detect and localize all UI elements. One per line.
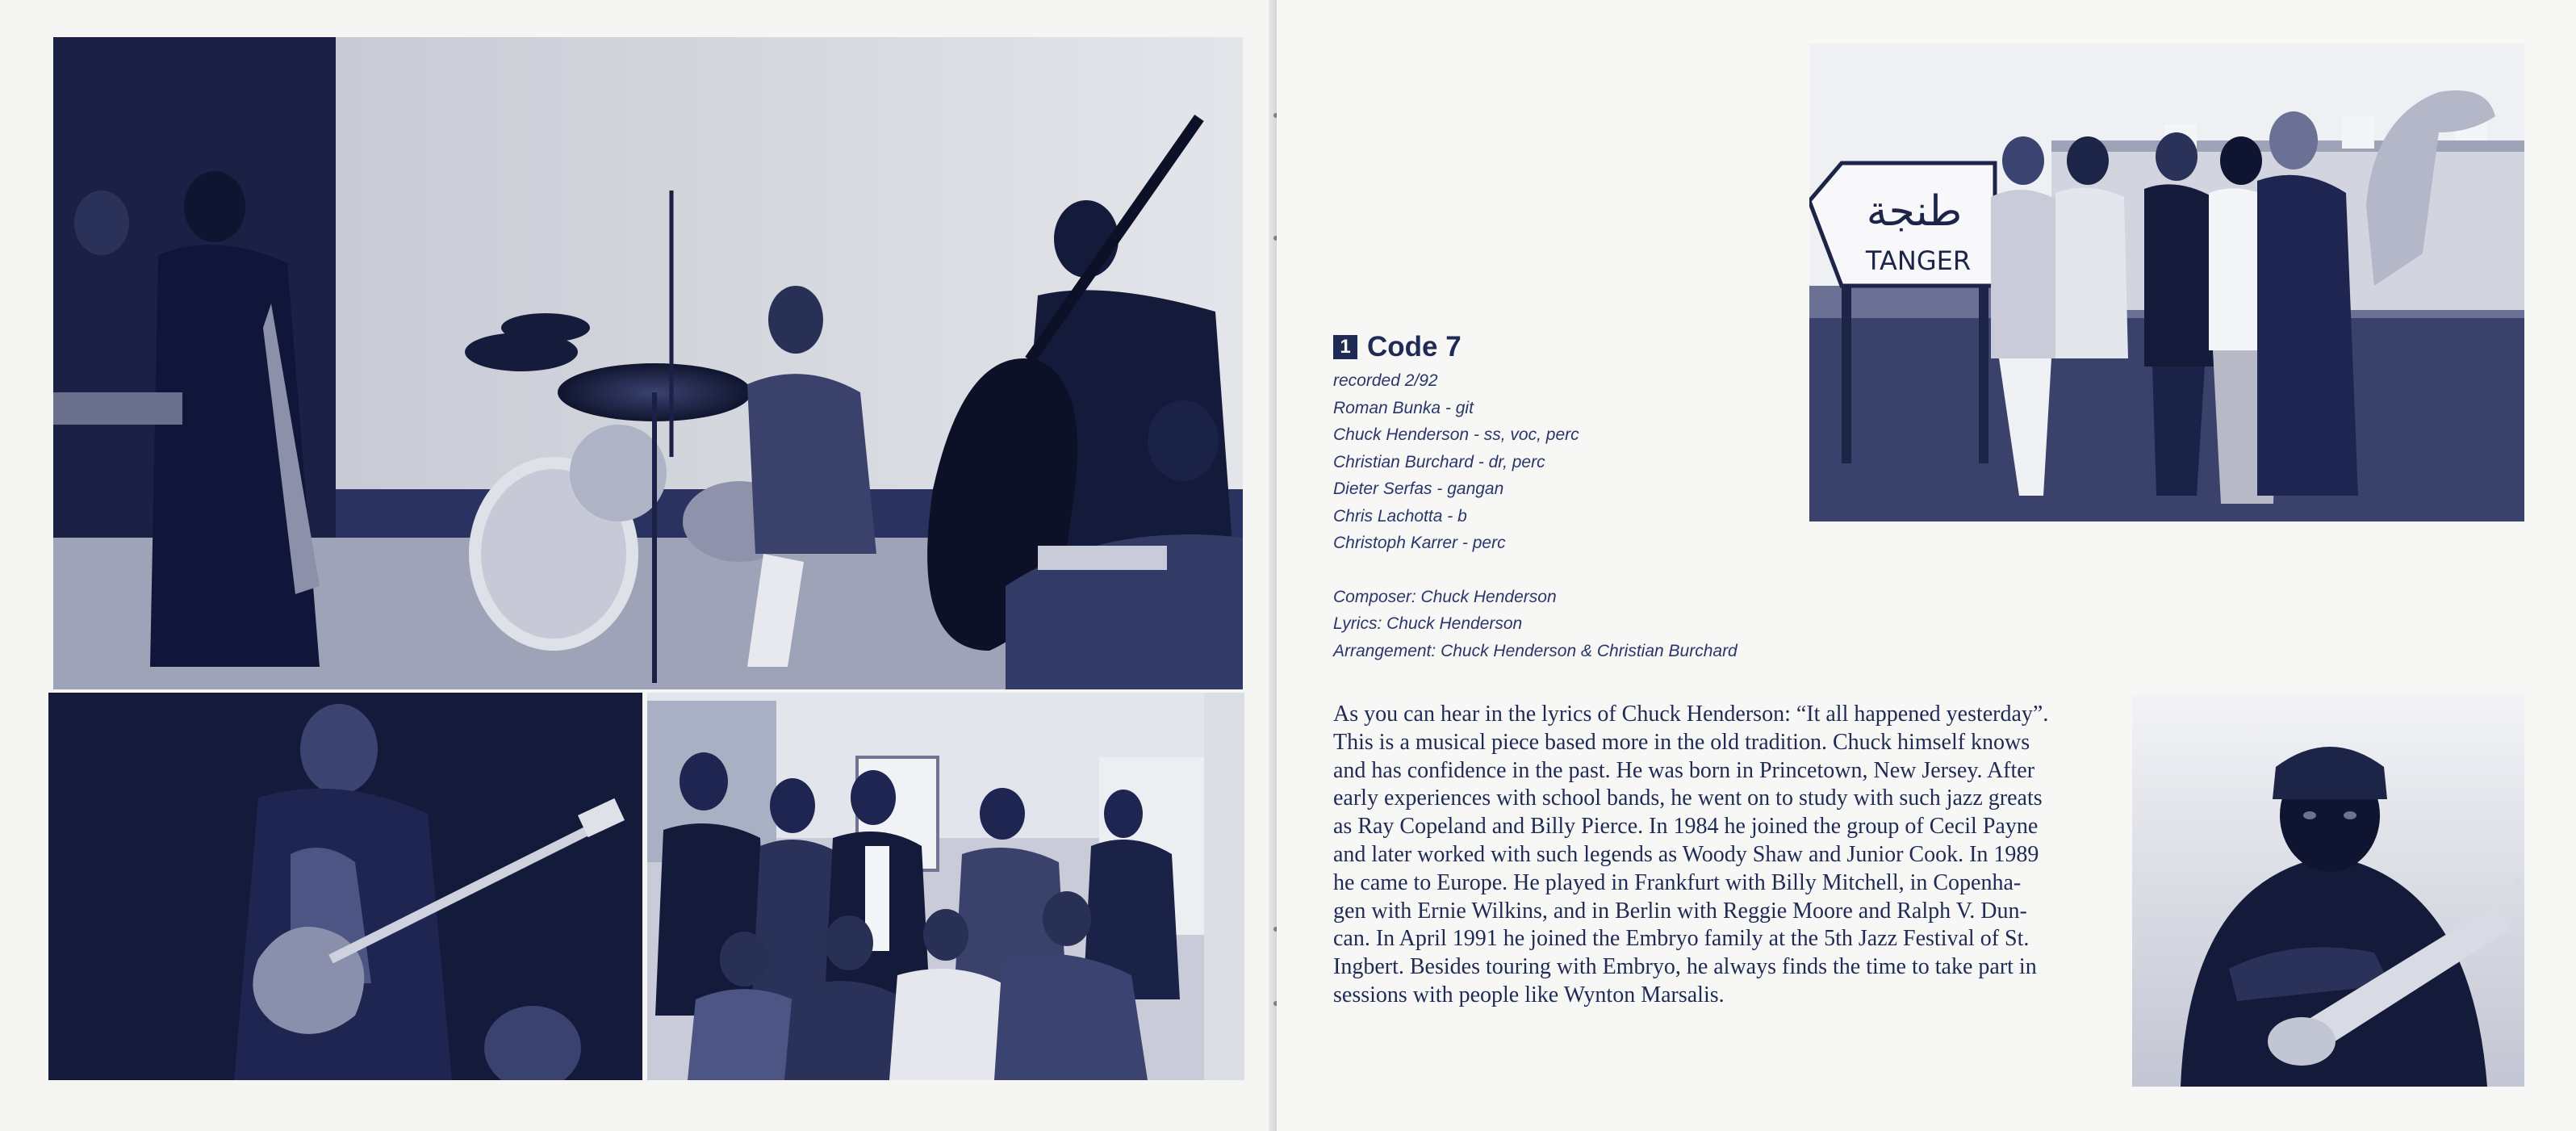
sign-latin-text: TANGER bbox=[1865, 245, 1972, 276]
text-line: early experiences with school bands, he went on to study with such jazz greats bbox=[1333, 785, 2043, 811]
concert-band-photo bbox=[53, 37, 1243, 689]
text-line: can. In April 1991 he joined the Embryo family at the 5th Jazz Festival of St. bbox=[1333, 926, 2030, 952]
text-line: and later worked with such legends as Woody Shaw and Junior Cook. In 1989 bbox=[1333, 841, 2039, 867]
track-title: Code 7 bbox=[1367, 331, 1462, 362]
text-line: Ingbert. Besides touring with Embryo, he always finds the time to take part in bbox=[1333, 954, 2037, 980]
text-line: as Ray Copeland and Billy Pierce. In 1984 he joined the group of Cecil Payne bbox=[1333, 814, 2039, 840]
guitarist-photo bbox=[48, 693, 642, 1080]
text-line: sessions with people like Wynton Marsalis. bbox=[1333, 982, 1725, 1007]
tanger-sign-photo bbox=[1809, 44, 2524, 522]
musician-line: Chris Lachotta - b bbox=[1333, 506, 1467, 526]
musician-line: Chuck Henderson - ss, voc, perc bbox=[1333, 425, 1579, 444]
composer-credit: Composer: Chuck Henderson bbox=[1333, 587, 1557, 606]
musician-line: Christoph Karrer - perc bbox=[1333, 534, 1506, 552]
text-line: gen with Ernie Wilkins, and in Berlin with Reggie Moore and Ralph V. Dun- bbox=[1333, 898, 2027, 924]
text-line: As you can hear in the lyrics of Chuck Henderson: “It all happened yesterday”. bbox=[1333, 702, 2049, 727]
biography-text bbox=[1333, 701, 2098, 1010]
track-number: 1 bbox=[1333, 335, 1357, 359]
saxophonist-portrait-photo bbox=[2132, 694, 2524, 1087]
track-heading bbox=[1333, 331, 1462, 363]
group-portrait-photo bbox=[647, 693, 1244, 1080]
lyrics-credit: Lyrics: Chuck Henderson bbox=[1333, 614, 1523, 633]
text-line: This is a musical piece based more in the old tradition. Chuck himself knows bbox=[1333, 729, 2030, 755]
text-line: and has confidence in the past. He was born in Princetown, New Jersey. After bbox=[1333, 757, 2035, 783]
musician-line: Christian Burchard - dr, perc bbox=[1333, 452, 1545, 471]
left-page bbox=[0, 0, 1277, 1131]
sign-arabic-text: طنجة bbox=[1866, 187, 1963, 236]
text-line: he came to Europe. He played in Frankfurt with Billy Mitchell, in Copenha- bbox=[1333, 869, 2022, 895]
arrangement-credit: Arrangement: Chuck Henderson & Christian Burchard bbox=[1333, 641, 1738, 660]
musician-line: Dieter Serfas - gangan bbox=[1333, 480, 1504, 498]
recorded-date: recorded 2/92 bbox=[1333, 371, 1438, 390]
track-credits bbox=[1333, 367, 1898, 664]
musician-line: Roman Bunka - git bbox=[1333, 398, 1474, 417]
